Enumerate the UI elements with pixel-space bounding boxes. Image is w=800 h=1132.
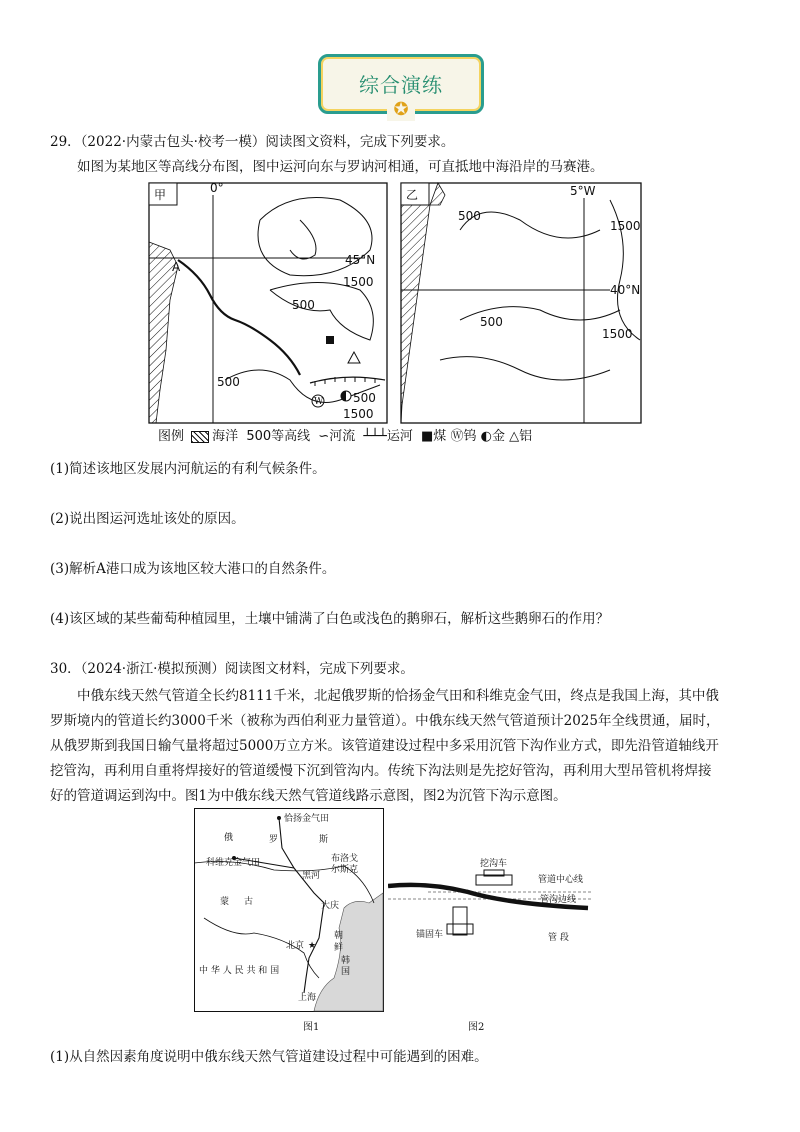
ocean-swatch [191, 431, 209, 443]
fig1-russia3: 斯 [319, 835, 329, 845]
coal-symbol [326, 336, 334, 344]
fig2-excavator: 挖沟车 [480, 859, 508, 869]
fig1-daqing: 大庆 [321, 901, 340, 911]
fig1-korea4: 国 [341, 967, 351, 977]
legend-title: 图例 [158, 429, 185, 444]
map-left-frame [149, 183, 387, 423]
legend-tungsten: 钨 [463, 429, 477, 444]
coal-icon: ■ [421, 429, 434, 444]
fig1-shanghai: 上海 [298, 993, 317, 1003]
map-right-lat: 40°N [610, 283, 641, 297]
contour-line [290, 220, 316, 259]
fig2-caption: 图2 [468, 1022, 485, 1033]
legend-contour: 等高线 [271, 429, 311, 444]
anchor-symbol [453, 907, 467, 935]
aluminum-symbol [348, 352, 360, 363]
section-badge-title: 综合演练 [359, 73, 443, 97]
canal-line [310, 377, 385, 383]
fig2-edge: 管沟边线 [540, 895, 577, 905]
fig1-russia1: 俄 [224, 833, 234, 843]
q29-question-2: (2)说出图运河选址该处的原因。 [50, 511, 245, 527]
legend-contour-value: 500 [246, 429, 272, 444]
legend-coal: 煤 [433, 429, 447, 444]
fig2-pipe: 管 段 [548, 933, 569, 943]
q29-intro: 如图为某地区等高线分布图，图中运河向东与罗讷河相通，可直抵地中海沿岸的马赛港。 [77, 159, 604, 175]
fig1-korea1: 朝 [334, 931, 344, 941]
q29-contour-maps [140, 180, 650, 450]
legend-gold: 金 [491, 429, 505, 444]
q30-paragraph-line: 挖管沟，再利用自重将焊接好的管道缓慢下沉到管沟内。传统下沟法则是先挖好管沟，再利用大型吊管机将焊接 [50, 763, 712, 779]
aluminum-icon: △ [509, 429, 520, 444]
svg-text:W: W [314, 397, 324, 407]
river-icon: ∽ [318, 429, 330, 444]
q30-paragraph [50, 684, 770, 809]
contour-label-500b: 500 [217, 375, 240, 389]
map-left-lat: 45°N [345, 253, 376, 267]
fig1-china: 中 华 人 民 共 和 国 [199, 966, 280, 976]
ocean-area-right [401, 183, 445, 423]
fig1-field1: 恰扬金气田 [284, 814, 330, 824]
fig1-pipeline-map [194, 808, 384, 1012]
map-right-frame [401, 183, 641, 423]
map-right-label: 乙 [406, 188, 419, 202]
contour-label-500c: 500 [353, 391, 376, 405]
map-right-lon: 5°W [570, 184, 596, 198]
fig1-caption: 图1 [303, 1022, 320, 1033]
fig1-heihe: 黑河 [302, 871, 321, 881]
legend-river: 河流 [329, 429, 356, 444]
fig1-korea2: 鲜 [334, 943, 344, 953]
river-line [178, 260, 300, 375]
fig1-russia2: 罗 [269, 835, 279, 845]
q30-paragraph-line: 从俄罗斯到我国日输气量将超过5000万立方米。该管道建设过程中多采用沉管下沟作业方式，即先沿管道轴线开 [50, 738, 719, 754]
fig2-centerline: 管道中心线 [538, 875, 584, 885]
q30-paragraph-line: 中俄东线天然气管道全长约8111千米，北起俄罗斯的恰扬金气田和科维克金气田，终点是我国上海，其中俄 [77, 688, 719, 704]
q30-paragraph-line: 好的管道调运到沟中。图1为中俄东线天然气管道线路示意图，图2为沉管下沟示意图。 [50, 788, 567, 804]
fig1-beijing: 北京 [286, 941, 305, 951]
q29-question-3: (3)解析A港口成为该地区较大港口的自然条件。 [50, 561, 336, 577]
svg-text:★: ★ [308, 941, 317, 951]
map-left-label: 甲 [154, 188, 167, 202]
point-a-label: A [172, 260, 181, 274]
map-left-lon: 0° [210, 181, 224, 195]
q29-question-1: (1)简述该地区发展内河航运的有利气候条件。 [50, 461, 326, 477]
tungsten-icon: Ⓦ [450, 429, 464, 444]
map-legend [158, 428, 532, 446]
q29-header: 29．（2022·内蒙古包头·校考一模）阅读图文资料，完成下列要求。 [50, 134, 455, 150]
fig1-blago2: 尔斯克 [331, 865, 359, 875]
contour-r-500a: 500 [458, 209, 481, 223]
contour-label-1500a: 1500 [343, 275, 374, 289]
contour-line [270, 283, 373, 341]
fig1-field2: 科维克金气田 [206, 858, 261, 868]
q30-paragraph-line: 罗斯境内的管道长约3000千米（被称为西伯利亚力量管道）。中俄东线天然气管道预计2025年全线贯通，届时， [50, 713, 720, 729]
canal-icon: ┴┴┴ [363, 429, 387, 444]
contour-r-1500b: 1500 [602, 327, 633, 341]
contour-r-500b: 500 [480, 315, 503, 329]
legend-canal: 运河 [386, 429, 413, 444]
fig1-mongolia2: 古 [244, 897, 254, 907]
q29-question-4: (4)该区域的某些葡萄种植园里，土壤中铺满了白色或浅色的鹅卵石，解析这些鹅卵石的作用？ [50, 611, 610, 627]
gold-icon: ◐ [480, 429, 492, 444]
contour-label-1500b: 1500 [343, 407, 374, 421]
fig2-anchor: 锚固车 [416, 930, 444, 940]
legend-ocean: 海洋 [212, 429, 239, 444]
fig1-mongolia1: 蒙 [220, 897, 230, 907]
fig1-blago1: 布洛戈 [331, 854, 359, 864]
q30-question-1: (1)从自然因素角度说明中俄东线天然气管道建设过程中可能遇到的困难。 [50, 1049, 488, 1065]
contour-r-1500a: 1500 [610, 219, 641, 233]
q30-header: 30．（2024·浙江·模拟预测）阅读图文材料，完成下列要求。 [50, 661, 414, 677]
fig1-korea3: 韩 [341, 956, 351, 966]
contour-line [460, 212, 600, 238]
fig2-trench-diagram [388, 852, 598, 952]
star-icon: ✪ [387, 99, 415, 121]
legend-aluminum: 铝 [519, 429, 533, 444]
section-badge [318, 54, 484, 120]
contour-label-500a: 500 [292, 298, 315, 312]
